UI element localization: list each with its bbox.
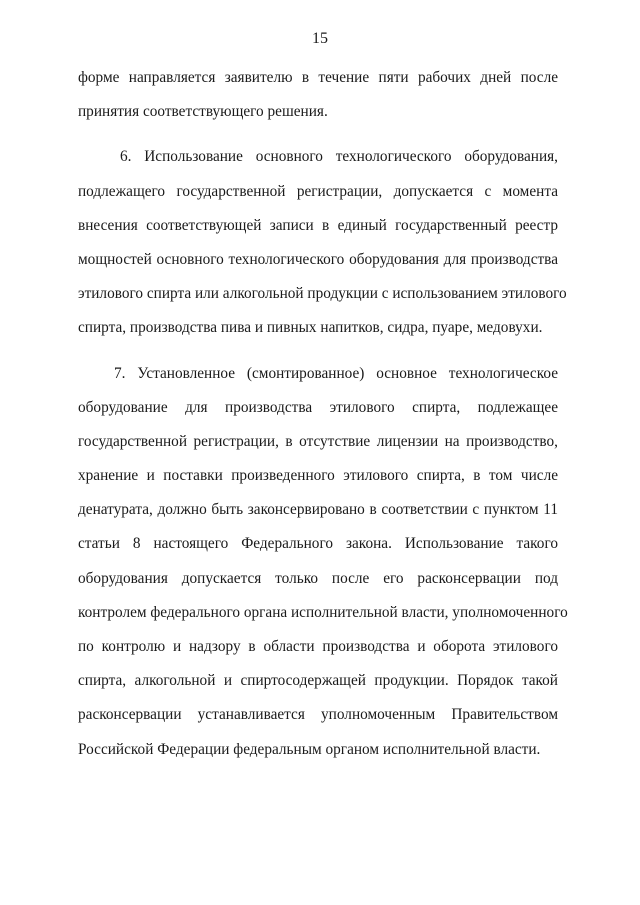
text-line: принятия соответствующего решения. xyxy=(78,103,328,121)
text-line: расконсервации устанавливается уполномоченным Правительством xyxy=(78,706,558,724)
text-line: Российской Федерации федеральным органом исполнительной власти. xyxy=(78,740,541,758)
text-line: спирта, производства пива и пивных напитков, сидра, пуаре, медовухи. xyxy=(78,319,543,337)
text-line: денатурата, должно быть законсервировано в соответствии с пунктом 11 xyxy=(78,501,558,519)
text-line: оборудование для производства этилового спирта, подлежащее xyxy=(78,398,558,416)
document-body xyxy=(78,66,568,772)
text-line: оборудования допускается только после его расконсервации под xyxy=(78,569,558,587)
text-line: подлежащего государственной регистрации, допускается с момента xyxy=(78,182,558,200)
text-line: форме направляется заявителю в течение пяти рабочих дней после xyxy=(78,69,558,86)
text-line: внесения соответствующей записи в единый государственный реестр xyxy=(78,216,558,234)
text-line: хранение и поставки произведенного этилового спирта, в том числе xyxy=(78,467,558,485)
text-line: мощностей основного технологического оборудования для производства xyxy=(78,250,558,268)
text-line: государственной регистрации, в отсутствие лицензии на производство, xyxy=(78,432,558,450)
text-line: статьи 8 настоящего Федерального закона. Использование такого xyxy=(78,535,558,553)
text-line: этилового спирта или алкогольной продукции с использованием этилового xyxy=(78,285,567,303)
text-line: контролем федерального органа исполнительной власти, уполномоченного xyxy=(78,603,568,621)
text-line: спирта, алкогольной и спиртосодержащей продукции. Порядок такой xyxy=(78,672,558,690)
text-line: по контролю и надзору в области производства и оборота этилового xyxy=(78,638,558,655)
paragraph-gap xyxy=(78,351,558,362)
text-line-paragraph-7-start: 7. Установленное (смонтированное) основное технологическое xyxy=(114,364,558,382)
page-number: 15 xyxy=(312,30,328,47)
text-line-paragraph-6-start: 6. Использование основного технологического оборудования, xyxy=(120,148,558,166)
paragraph-gap xyxy=(78,134,558,145)
